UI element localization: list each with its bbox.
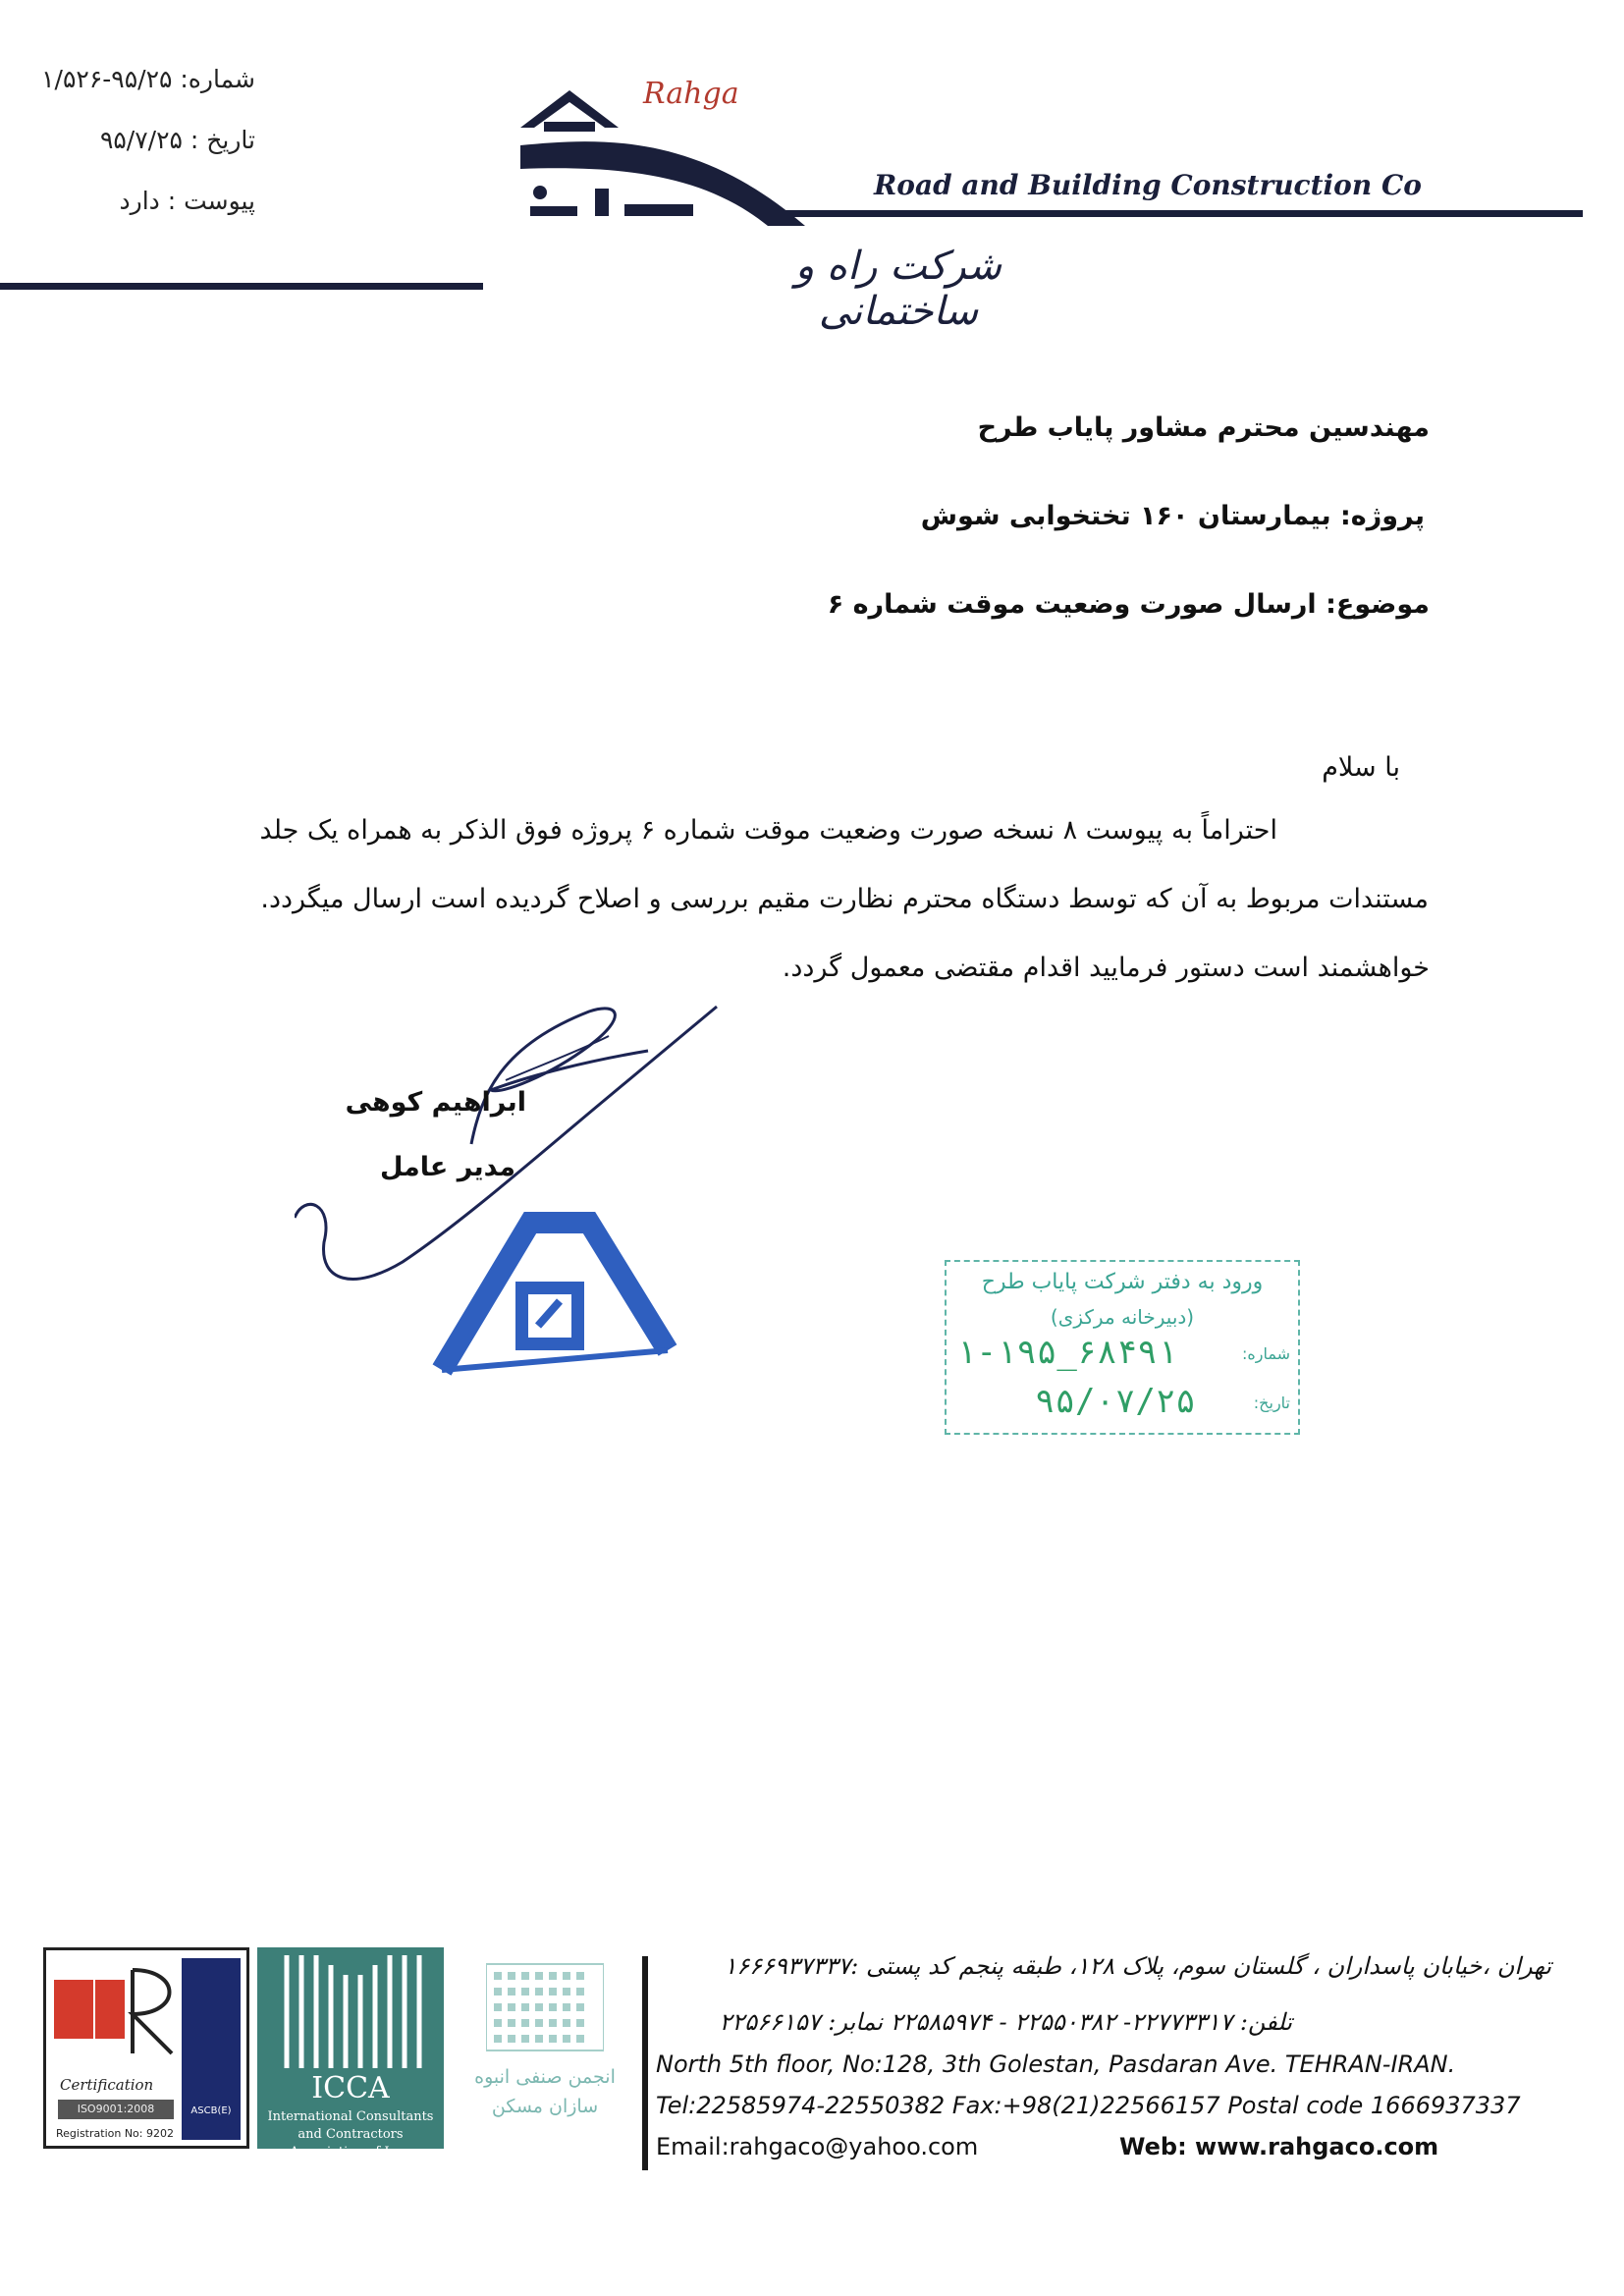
- iso-certification-logo: [43, 1947, 249, 2149]
- subject-line: موضوع: ارسال صورت وضعیت موقت شماره ۶: [827, 589, 1430, 620]
- reference-block: [20, 49, 255, 232]
- company-name-en: Road and Building Construction Co: [874, 169, 1422, 201]
- stamp-date-label: تاریخ:: [1253, 1394, 1290, 1412]
- certification-label: Certification: [60, 2076, 154, 2094]
- receipt-stamp: [945, 1260, 1300, 1435]
- icca-full-name: International Consultants and Contractors Association of Iran: [267, 2109, 434, 2159]
- icca-logo: [257, 1947, 444, 2159]
- phones-fa: تلفن: ۲۲۷۷۳۳۱۷- ۲۲۵۵۰۳۸۲ - ۲۲۵۸۵۹۷۴ نمابر: ۲۲۵۶۶۱۵۷: [719, 2008, 1292, 2036]
- project-line: پروژه: بیمارستان ۱۶۰ تختخوابی شوش: [920, 501, 1425, 531]
- body-line-2: مستندات مربوط به آن که توسط دستگاه محترم نظارت مقیم بررسی و اصلاح گردیده است ارسال میگردد.: [260, 884, 1429, 914]
- signer-name: ابراهیم کوهی: [345, 1087, 526, 1118]
- stamp-title: ورود به دفتر شرکت پایاب طرح: [981, 1270, 1264, 1294]
- building-grid-icon: [486, 1954, 604, 2052]
- certification-mark-icon: [54, 1960, 182, 2068]
- ascb-label: ASCB(E): [190, 2105, 232, 2116]
- ascb-badge: [182, 1958, 241, 2140]
- icca-columns-icon: [277, 1955, 424, 2068]
- address-en: North 5th floor, No:128, 3th Golestan, Pasdaran Ave. TEHRAN-IRAN.: [656, 2050, 1456, 2078]
- body-line-1: احتراماً به پیوست ۸ نسخه صورت وضعیت موقت شماره ۶ پروژه فوق الذکر به همراه یک جلد: [259, 815, 1277, 846]
- recipient-line: مهندسین محترم مشاور پایاب طرح: [977, 412, 1430, 443]
- footer-divider: [642, 1956, 648, 2170]
- housing-association-logo: [461, 1954, 628, 2151]
- greeting: با سلام: [1322, 752, 1400, 783]
- company-name-fa: شرکت راه و ساختمانی: [794, 244, 1002, 334]
- letter-date: تاریخ : ۹۵/۷/۲۵: [99, 126, 255, 154]
- housing-association-name: انجمن صنفی انبوه سازان مسکن: [474, 2066, 616, 2117]
- letter-number: شماره: ۹۵/۲۵-۱/۵۲۶: [41, 65, 255, 93]
- header-rule-right: [776, 210, 1583, 217]
- stamp-number: ۱-۱۹۵_۶۸۴۹۱: [956, 1333, 1178, 1372]
- stamp-subtitle: (دبیرخانه مرکزی): [1050, 1305, 1195, 1329]
- icca-title: ICCA: [311, 2071, 390, 2105]
- signer-title: مدیر عامل: [379, 1152, 515, 1182]
- iso-badge: ISO9001:2008: [58, 2100, 174, 2119]
- address-fa: تهران ،خیابان پاسداران ، گلستان سوم، پلاک ۱۲۸، طبقه پنجم کد پستی :۱۶۶۶۹۳۷۳۳۷: [724, 1952, 1551, 1980]
- stamp-date: ۹۵/۰۷/۲۵: [1035, 1382, 1196, 1421]
- body-line-3: خواهشمند است دستور فرمایید اقدام مقتضی معمول گردد.: [782, 953, 1430, 983]
- stamp-number-label: شماره:: [1241, 1344, 1290, 1363]
- logo-latin-text: Rahga: [643, 77, 739, 111]
- contact-en: Tel:22585974-22550382 Fax:+98(21)22566157 Postal code 1666937337: [656, 2092, 1521, 2119]
- registration-number: Registration No: 9202: [56, 2127, 174, 2140]
- company-seal: [422, 1203, 677, 1380]
- email-address: Email:rahgaco@yahoo.com: [656, 2133, 979, 2160]
- website-address: Web: www.rahgaco.com: [1119, 2133, 1439, 2160]
- header-rule-left: [0, 283, 483, 290]
- letter-attachment: پیوست : دارد: [119, 187, 255, 215]
